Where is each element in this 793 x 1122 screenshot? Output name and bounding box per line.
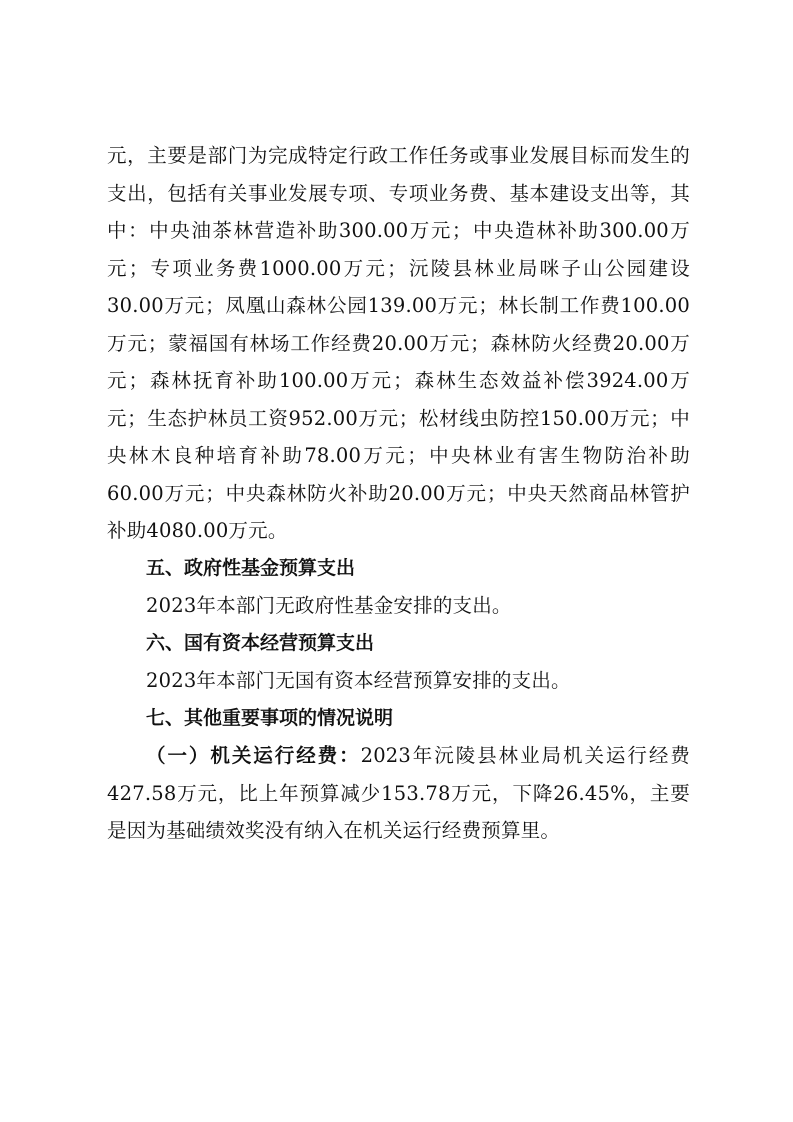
operating-expenses-paragraph — [107, 737, 690, 850]
document-body — [107, 137, 690, 850]
section-heading-state-capital: 六、国有资本经营预算支出 — [146, 631, 375, 654]
operating-expenses-text: 2023年沅陵县林业局机关运行经费427.58万元，比上年预算减少153.78万元，下降26.45%，主要是因为基础绩效奖没有纳入在机关运行经费预算里。 — [107, 744, 690, 842]
section-heading-government-fund: 五、政府性基金预算支出 — [146, 556, 356, 579]
government-fund-paragraph: 2023年本部门无政府性基金安排的支出。 — [146, 594, 512, 617]
section-heading-other-matters: 七、其他重要事项的情况说明 — [146, 706, 394, 729]
project-expenditure-paragraph: 元，主要是部门为完成特定行政工作任务或事业发展目标而发生的支出，包括有关事业发展专项、专项业务费、基本建设支出等，其中：中央油茶林营造补助300.00万元；中央造林补助300.00万元；专项业务费1000.00万元；沅陵县林业局咪子山公园建设30.00万元；凤凰山森林公园139.00万元；林长制工作费100.00万元；蒙福国有林场工作经费20.00万元；森林防火经费20.00万元；森林抚育补助100.00万元；森林生态效益补偿3924.00万元；生态护林员工资952.00万元；松材线虫防控150.00万元；中央林木良种培育补助78.00万元；中央林业有害生物防治补助60.00万元；中央森林防火补助20.00万元；中央天然商品林管护补助4080.00万元。 — [107, 144, 690, 542]
operating-expenses-label: （一）机关运行经费： — [146, 744, 361, 767]
state-capital-paragraph: 2023年本部门无国有资本经营预算安排的支出。 — [146, 669, 571, 692]
